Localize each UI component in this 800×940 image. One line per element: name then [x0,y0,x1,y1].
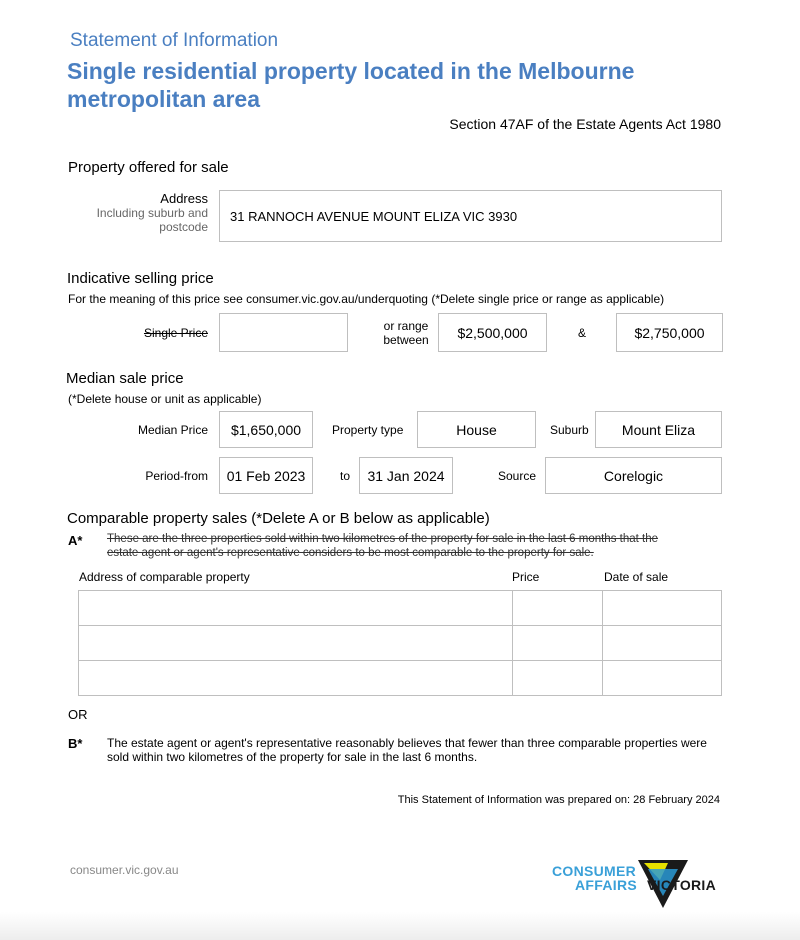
row1-date[interactable] [603,591,722,626]
option-b-text [107,736,707,764]
table-row [79,661,722,696]
document-subtitle: Statement of Information [70,30,279,51]
suburb-value: Mount Eliza [621,421,696,438]
range-high-value: $2,750,000 [634,324,705,341]
range-high-field[interactable] [616,313,723,352]
row2-price[interactable] [513,626,603,661]
row1-price[interactable] [513,591,603,626]
or-divider: OR [68,707,88,722]
median-heading: Median sale price [66,370,184,387]
row3-price[interactable] [513,661,603,696]
footer-website[interactable]: consumer.vic.gov.au [70,863,179,877]
consumer-affairs-victoria-logo [552,858,727,908]
range-low-field[interactable] [438,313,547,352]
document-title-line2: metropolitan area [67,86,260,112]
single-price-label: Single Price [143,326,208,340]
period-to-field[interactable] [359,457,453,494]
option-a-text-line2: estate agent or agent's representative considers to be most comparable to the property for sale. [107,547,594,559]
row3-address[interactable] [79,661,513,696]
address-field[interactable] [219,190,722,242]
row2-date[interactable] [603,626,722,661]
range-label-line2: between [383,333,429,347]
period-from-label: Period-from [145,469,208,483]
indicative-price-note: For the meaning of this price see consumer.vic.gov.au/underquoting (*Delete single price or range as applicable) [68,292,665,306]
address-value: 31 RANNOCH AVENUE MOUNT ELIZA VIC 3930 [230,208,518,224]
col-header-date: Date of sale [604,570,669,584]
option-a-text [107,532,658,560]
property-type-value: House [456,421,497,438]
row2-address[interactable] [79,626,513,661]
source-field[interactable] [545,457,722,494]
address-sublabel-1: Including suburb and [96,206,208,220]
page-bottom-shadow [0,912,800,940]
indicative-price-heading: Indicative selling price [67,270,214,287]
comparable-table [78,590,722,696]
range-low-value: $2,500,000 [457,324,528,341]
logo-affairs: AFFAIRS [575,877,637,893]
col-header-price: Price [512,570,540,584]
row1-address[interactable] [79,591,513,626]
source-label: Source [498,469,537,483]
range-label-line1: or range [383,319,429,333]
period-from-value: 01 Feb 2023 [226,467,306,484]
median-price-label: Median Price [137,423,208,437]
property-heading: Property offered for sale [68,159,229,176]
period-from-field[interactable] [219,457,313,494]
suburb-field[interactable] [595,411,722,448]
address-label: Address [160,191,208,206]
period-to-value: 31 Jan 2024 [367,467,445,484]
logo-consumer: CONSUMER [552,863,637,879]
col-header-address: Address of comparable property [79,570,250,584]
option-b-marker: B* [68,736,83,751]
table-row [79,591,722,626]
comparable-heading: Comparable property sales (*Delete A or B below as applicable) [67,510,490,527]
range-label [372,319,440,347]
property-type-field[interactable] [417,411,536,448]
median-price-field[interactable] [219,411,313,448]
act-reference: Section 47AF of the Estate Agents Act 1980 [449,116,721,132]
prepared-date: This Statement of Information was prepared on: 28 February 2024 [397,794,720,806]
range-ampersand: & [578,326,587,340]
row3-date[interactable] [603,661,722,696]
option-a-text-line1: These are the three properties sold within two kilometres of the property for sale in the last 6 months that the [107,533,659,545]
source-value: Corelogic [603,467,664,484]
median-note: (*Delete house or unit as applicable) [68,392,262,406]
address-sublabel-2: postcode [159,220,208,234]
suburb-label: Suburb [550,423,589,437]
option-b-text-line1: The estate agent or agent's representative reasonably believes that fewer than three comparable properties were [107,736,707,750]
option-a-marker: A* [68,533,83,548]
logo-victoria: VICTORIA [647,877,717,893]
median-price-value: $1,650,000 [230,421,302,438]
property-type-label: Property type [332,423,404,437]
single-price-field[interactable] [219,313,348,352]
period-to-label: to [340,469,351,483]
document-title-line1: Single residential property located in the Melbourne [67,58,635,84]
table-row [79,626,722,661]
option-b-text-line2: sold within two kilometres of the property for sale in the last 6 months. [107,750,478,764]
